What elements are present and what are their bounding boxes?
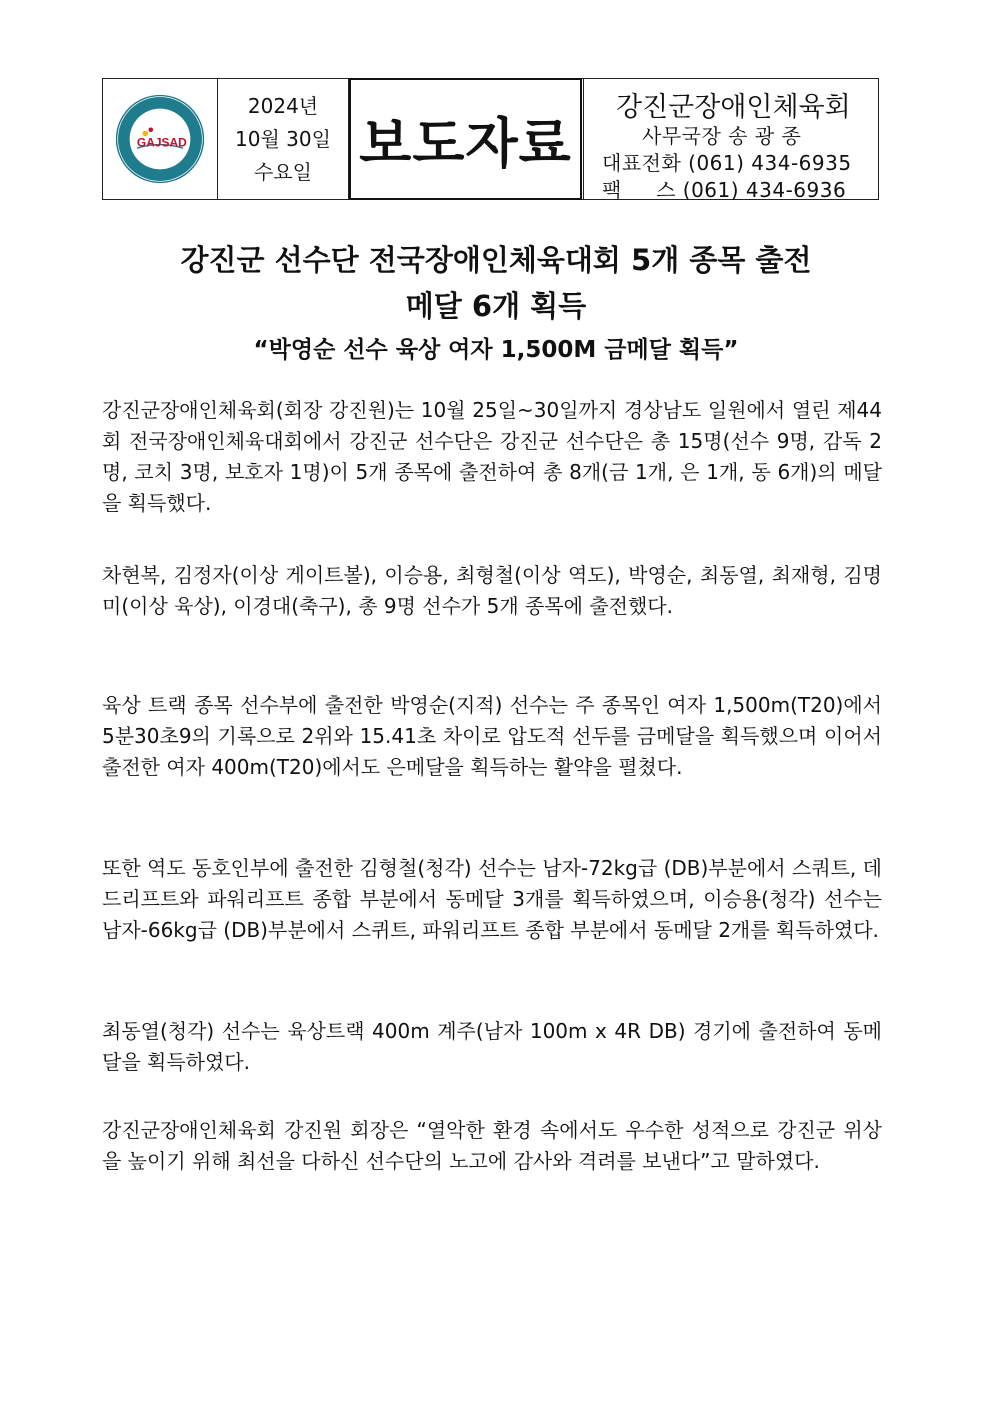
body-paragraph-6: 강진군장애인체육회 강진원 회장은 “열악한 환경 속에서도 우수한 성적으로 강진군 위상을 높이기 위해 최선을 다하신 선수단의 노고에 감사와 격려를 보낸다”고 말하였다. <box>102 1118 882 1173</box>
body-paragraph-4: 또한 역도 동호인부에 출전한 김형철(청각) 선수는 남자-72kg급 (DB)부분에서 스쿼트, 데드리프트와 파워리프트 종합 부분에서 동메달 3개를 획득하였으며, 이승용(청각) 선수는 남자-66kg급 (DB)부분에서 스퀴트, 파워리프트 종합 부분에서 동메달 2개를 획득하였다. <box>102 856 882 942</box>
org-director: 사무국장 송 광 종 <box>642 124 802 148</box>
body-paragraph-5: 최동열(청각) 선수는 육상트랙 400m 계주(남자 100m x 4R DB) 경기에 출전하여 동메달을 획득하였다. <box>102 1019 882 1074</box>
headline-line1: 강진군 선수단 전국장애인체육대회 5개 종목 출전 <box>180 243 812 277</box>
date-month-day: 10월 30일 <box>235 126 331 151</box>
date-weekday: 수요일 <box>254 159 312 184</box>
org-name: 강진군장애인체육회 <box>616 92 851 123</box>
date-cell <box>218 79 349 199</box>
body-paragraph-3: 육상 트랙 종목 선수부에 출전한 박영순(지적) 선수는 주 종목인 여자 1,500m(T20)에서 5분30초9의 기록으로 2위와 15.41초 차이로 압도적 선두를 금메달을 획득했으며 이어서 출전한 여자 400m(T20)에서도 은메달을 획득하는 활약을 펼쳤다. <box>102 693 883 779</box>
press-label-cell <box>349 78 582 200</box>
org-fax: 팩 스 (061) 434-6936 <box>602 178 847 202</box>
headline-subtitle: “박영순 선수 육상 여자 1,500M 금메달 획득” <box>253 337 739 363</box>
association-logo-icon <box>114 93 206 185</box>
body-paragraph-2: 차현복, 김정자(이상 게이트볼), 이승용, 최형철(이상 역도), 박영순, 최동열, 최재형, 김명미(이상 육상), 이경대(축구), 총 9명 선수가 5개 종목에 출전했다. <box>102 563 882 618</box>
body-paragraph-1: 강진군장애인체육회(회장 강진원)는 10월 25일~30일까지 경상남도 일원에서 열린 제44회 전국장애인체육대회에서 강진군 선수단은 강진군 선수단은 총 15명(선수 9명, 감독 2명, 코치 3명, 보호자 1명)이 5개 종목에 출전하여 총 8개(금 1개, 은 1개, 동 6개)의 메달을 획득했다. <box>102 398 882 515</box>
press-label: 보도자료 <box>359 111 572 175</box>
headline-line2: 메달 6개 획득 <box>405 289 587 323</box>
logo-cell <box>103 79 218 199</box>
org-cell <box>583 79 878 202</box>
org-phone: 대표전화 (061) 434-6935 <box>602 151 852 175</box>
logo-text: GAJSAD <box>136 135 187 150</box>
header-table <box>102 78 879 200</box>
date-year: 2024년 <box>247 93 319 118</box>
